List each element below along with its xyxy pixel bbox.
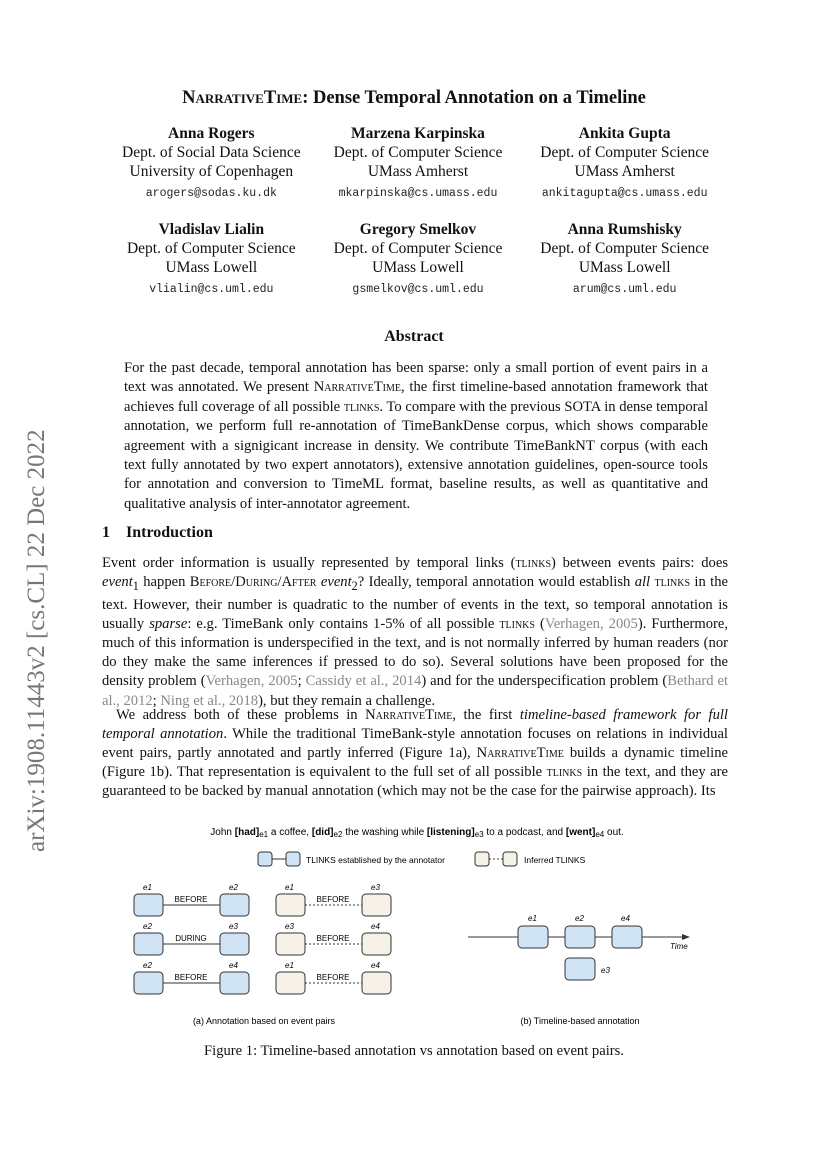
author-name: Marzena Karpinska (351, 125, 485, 142)
author-name: Gregory Smelkov (359, 221, 477, 238)
event-box (134, 933, 163, 955)
figure-1 (0, 815, 828, 1035)
legend-inferred (475, 852, 586, 866)
svg-text:TLINKS established by the anno: TLINKS established by the annotator (306, 855, 445, 865)
event-box (134, 894, 163, 916)
author-dept: Dept. of Computer Science (540, 144, 710, 161)
author-dept: Dept. of Computer Science (333, 144, 503, 161)
timeline-label: e4 (621, 914, 630, 923)
author-email[interactable]: ankitagupta@cs.umass.edu (541, 187, 708, 200)
event-label: e4 (371, 922, 380, 931)
timeline-event-box (612, 926, 642, 948)
author-dept: Dept. of Computer Science (333, 240, 503, 257)
event-box (276, 894, 305, 916)
relation-label: BEFORE (316, 934, 350, 943)
event-label: e2 (143, 922, 152, 931)
author-email[interactable]: arogers@sodas.ku.dk (145, 187, 277, 200)
event-pair-row (276, 883, 391, 916)
event-box (362, 933, 391, 955)
author-block (521, 220, 728, 299)
author-institution: UMass Lowell (578, 259, 671, 276)
author-name: Anna Rogers (168, 125, 255, 142)
timeline-event-box (565, 926, 595, 948)
timeline-diagram (468, 914, 690, 980)
citation-link[interactable]: Ning et al., 2018 (160, 692, 259, 709)
author-dept: Dept. of Computer Science (126, 240, 296, 257)
section-number: 1 (102, 524, 110, 541)
author-name: Ankita Gupta (578, 125, 671, 142)
author-institution: University of Copenhagen (129, 163, 294, 180)
intro-paragraph-1: Event order information is usually represented by temporal links (tlinks) between events pairs: does event$_1$ happen Before/During/After event$_2$? Ideally, temporal annotation would establish all tlinks in the text. However, their number is quadratic to the number of events in the text, so temporal annotation is usually sparse: e.g. TimeBank only contains 1-5% of all possible tlinks (Verhagen, 2005). Furthermore, much of this information is underspecified in the text, and is not normally inferred by human readers (nor do they make the same inferences if pressed to do so). Several solutions have been proposed for the density problem (Verhagen, 2005; Cassidy et al., 2014) and for the underspecification problem (Bethard et al., 2012; Ning et al., 2018), but they remain a challenge. (102, 555, 729, 709)
timeline-arrowhead (682, 934, 690, 940)
author-institution: UMass Amherst (367, 163, 469, 180)
author-name: Anna Rumshisky (567, 221, 682, 238)
intro-paragraph-2: We address both of these problems in NarrativeTime, the first timeline-based framework for full temporal annotation. While the traditional TimeBank-style annotation focuses on relations in individual event pairs, partly annotated and partly inferred (Figure 1a), NarrativeTime builds a dynamic timeline (Figure 1b). That representation is equivalent to the full set of all possible tlinks in the text, and they are guaranteed to be backed by manual annotation (which may not be the case for the pairwise approach). Its (102, 707, 728, 800)
relation-label: BEFORE (316, 895, 350, 904)
timeline-event-box (518, 926, 548, 948)
event-box (220, 972, 249, 994)
section-title: Introduction (126, 524, 213, 541)
event-label: e3 (229, 922, 238, 931)
event-label: e2 (143, 961, 152, 970)
annotated-event-box (258, 852, 272, 866)
abstract-heading: Abstract (384, 328, 444, 345)
annotated-pairs (134, 883, 249, 994)
author-block (521, 124, 728, 203)
event-label: e1 (143, 883, 152, 892)
relation-label: BEFORE (174, 973, 208, 982)
author-email[interactable]: mkarpinska@cs.umass.edu (338, 187, 498, 200)
timeline-event-box (565, 958, 595, 980)
author-row-1 (108, 124, 728, 203)
event-label: e4 (229, 961, 238, 970)
author-row-2 (108, 220, 728, 299)
citation-link[interactable]: Cassidy et al., 2014 (305, 673, 422, 690)
event-box (220, 933, 249, 955)
author-block (315, 220, 522, 299)
author-dept: Dept. of Social Data Science (122, 144, 301, 161)
timeline-label: e2 (575, 914, 584, 923)
abstract-text: For the past decade, temporal annotation has been sparse: only a small portion of event pairs in a text was annotated. We present NarrativeTime, the first timeline-based annotation framework that achieves full coverage of all possible tlinks. To compare with the previous SOTA in dense temporal annotation, we perform full re-annotation of TimeBankDense corpus, which shows comparable agreement with a signigicant increase in density. We contribute TimeBankNT corpus (with each text fully annotated by two expert annotators), extensive annotation guidelines, open-source tools for annotation and conversion to TimeML format, baseline results, as well as quantitative and qualitative analysis of inter-annotator agreement. (124, 360, 709, 512)
figure-caption: Figure 1: Timeline-based annotation vs annotation based on event pairs. (204, 1043, 624, 1059)
event-box (362, 894, 391, 916)
event-label: e1 (285, 961, 294, 970)
paper-title: NarrativeTime: Dense Temporal Annotation on a Timeline (182, 88, 646, 108)
event-box (276, 972, 305, 994)
relation-label: BEFORE (316, 973, 350, 982)
event-label: e3 (285, 922, 294, 931)
timeline-axis-label: Time (670, 942, 688, 951)
author-institution: UMass Lowell (165, 259, 258, 276)
arxiv-identifier[interactable]: arXiv:1908.11443v2 [cs.CL] 22 Dec 2022 (23, 429, 50, 852)
event-pair-row (276, 961, 391, 994)
author-block (315, 124, 522, 203)
timeline-label: e3 (601, 966, 610, 975)
author-block (108, 124, 315, 203)
event-pair-row (134, 883, 249, 916)
event-pair-row (134, 922, 249, 955)
annotated-event-box (286, 852, 300, 866)
event-pair-row (276, 922, 391, 955)
event-label: e2 (229, 883, 238, 892)
event-label: e3 (371, 883, 380, 892)
subcaption-a: (a) Annotation based on event pairs (192, 1016, 336, 1026)
timeline-label: e1 (528, 914, 537, 923)
event-label: e4 (371, 961, 380, 970)
event-box (276, 933, 305, 955)
figure-example-sentence: John $[had]_{e1}$ a coffee, $[did]_{e2}$ the washing while $[listening]_{e3}$ to a podcast, and $[went]_{e4}$ out. (210, 827, 624, 839)
event-box (362, 972, 391, 994)
author-block (108, 220, 315, 299)
event-pair-row (134, 961, 249, 994)
event-box (220, 894, 249, 916)
section-heading-introduction (102, 524, 213, 542)
author-institution: UMass Amherst (574, 163, 675, 180)
citation-link[interactable]: Bethard et al., 2012 (102, 673, 729, 709)
relation-label: BEFORE (174, 895, 208, 904)
author-email[interactable]: gsmelkov@cs.uml.edu (352, 283, 484, 296)
author-institution: UMass Lowell (372, 259, 464, 276)
event-box (134, 972, 163, 994)
inferred-event-box (503, 852, 517, 866)
author-dept: Dept. of Computer Science (540, 240, 710, 257)
author-name: Vladislav Lialin (158, 221, 265, 238)
relation-label: DURING (175, 934, 207, 943)
legend-annotator (258, 852, 445, 866)
subcaption-b: (b) Timeline-based annotation (520, 1016, 640, 1026)
inferred-event-box (475, 852, 489, 866)
svg-text:Inferred TLINKS: Inferred TLINKS (524, 855, 586, 865)
citation-link[interactable]: Verhagen, 2005 (205, 673, 298, 690)
citation-link[interactable]: Verhagen, 2005 (544, 616, 638, 633)
inferred-pairs (276, 883, 391, 994)
author-email[interactable]: vlialin@cs.uml.edu (149, 283, 274, 296)
author-email[interactable]: arum@cs.uml.edu (572, 283, 677, 296)
event-label: e1 (285, 883, 294, 892)
